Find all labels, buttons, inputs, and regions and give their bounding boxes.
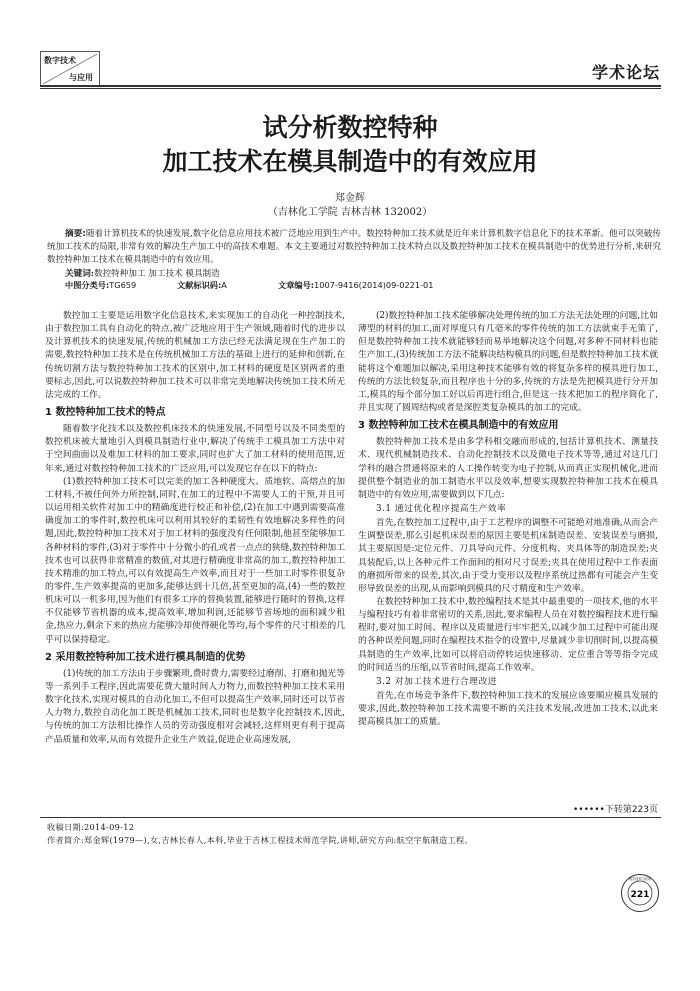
paragraph: 首先,在数控加工过程中,由于工艺程序的调整不可能绝对地准确,从而会产生调整误差,那么引起机床误差的原因主要是机床制造误差、安装误差与磨损,其主要原因是:定位元件、刀具导向元件、分度机构、夹具体等的制造误差;夹具装配后,以上各种元件工作面间的相对尺寸误差;夹具在使用过程中工作表面的磨损所带来的误差,其次,由于受力变形以及程序系统过热都有可能会产生变形导致误差的出现,从而影响到模具的尺寸精度和生产效率。 [358,518,658,594]
keywords [65,267,220,279]
abstract [47,228,661,267]
received-date: 收稿日期:2014-09-12 [47,822,135,832]
clc-label: 中图分类号: [65,280,110,290]
keywords-label: 关键词: [65,269,94,279]
paragraph: 在数控特种加工技术中,数控编程技术是其中最重要的一项技术,他的水平与编程技巧有着非常密切的关系,因此,要求编程人员在对数控编程技术进行编程时,要对加工时间、程序以及质量进行牢牢把关,以减少加工过程中可能出现的各种误差问题,同时在编程技术指令的设置中,尽量减少非切削时间,以提高模具制造的生产效率,比如可以将启动停转运快速移动、定位重合等等指令完成的时间适当的压缩,以节省时间,提高工作效率。 [358,596,658,673]
abstract-label: 摘要: [65,229,86,239]
paragraph: 数控特种加工技术是由多学科相交融而形成的,包括计算机技术、测量技术、现代机械制造技术、自动化控制技术以及微电子技术等等,通过对这几门学科的融合贯通将原来的人工操作转变为电子控制,从而真正实现机械化,进而提供整个制造业的加工制造水平以及效率,想要实现数控特种加工技术在模具制造中的有效应用,需要做到以下几点: [358,437,658,500]
logo-text-top: 数字技术 [44,56,76,65]
affiliation: （吉林化工学院 吉林吉林 132002） [267,207,433,218]
seal-ring-text: 数字技术与应用 [628,876,652,881]
doc-value: A [221,280,227,290]
section-heading-3: 3 数控特种加工技术在模具制造中的有效应用 [358,420,559,432]
doc-code [177,280,227,291]
journal-logo [40,51,100,87]
paragraph: (1)传统的加工方法由于步骤繁琐,费时费力,需要经过磨削、打磨和抛光等等一系列手工程序,因此需要花费大量时间人力物力,而数控特种加工技术采用数字化技术,实现对模具的自动化加工,不但可以提高生产效率,同时还可以节省人力物力,数控自动化加工既是机械加工技术,同时也是数字化控制技术,因此,与传统的加工方法相比操作人员的劳动强度相对会减轻,这样则更有利于提高产品质量和效率,从而有效提升企业生产效益,促进企业高速发展, [45,668,345,745]
right-column [358,310,658,729]
page-number-seal [620,873,660,913]
author: 郑金辉 [335,193,365,204]
doc-label: 文献标识码: [177,280,222,290]
continued-on-page-note: ••••••下转第223页 [572,805,658,815]
abstract-text: 随着计算机技术的快速发展,数字化信息应用技术被广泛地应用到生产中。数控特种加工技术就是近年来计算机数字信息化下的技术革新。他可以突破传统加工技术的局限,非常有效的解决生产加工中的高技术难题。本文主要通过对数控特种加工技术特点以及数控特种加工技术在模具制造中的优势进行分析,来研究数控特种加工技术在模具制造中的有效应用。 [47,229,661,265]
left-column [45,310,345,747]
clc-number [65,280,136,291]
article-label: 文章编号: [278,280,315,290]
logo-text-bottom: 与应用 [69,73,93,82]
section-label: 学术论坛 [591,63,660,82]
title-line-1: 试分析数控特种 [262,113,438,142]
author-bio: 作者简介:郑金辉(1979—),女,吉林长春人,本科,毕业于吉林工程技术师范学院,讲师,研究方向:航空宇航制造工程。 [47,835,474,845]
subsection-heading-3-1: 3.1 通过优化程序提高生产效率 [376,504,507,515]
page-number: 221 [630,890,650,900]
paragraph: 随着数字化技术以及数控机床技术的快速发展,不同型号以及不同类型的数控机床被大量地引入到模具制造行业中,解决了传统手工模具加工方法中对于空间曲面以及难加工材料的加工要求,同时也扩大了加工材料的使用范围,近年来,通过对数控特种加工技术的广泛应用,可以发现它存在以下的特点: [45,424,345,474]
paragraph: 数控加工主要是运用数字化信息技术,来实现加工的自动化一种控制技术,由于数控加工具有自动化的特点,被广泛地应用于生产领域,随着时代的进步以及计算机技术的快速发展,传统的机械加工方法已经无法满足现在生产加工的需要,数控特种加工技术是在传统机械加工方法的基础上进行的延伸和创新,在传统切割方法与数控特种加工技术的区别中,加工材料的硬度是区别两者的重要标志,因此,可以说数控特种加工技术可以非常完美地解决传统加工技术所无法完成的工作。 [45,311,345,400]
subsection-heading-3-2: 3.2 对加工技术进行合理改进 [376,676,498,687]
paragraph: 首先,在市场竞争条件下,数控特种加工技术的发展应该要顺应模具发展的要求,因此,数控特种加工技术需要不断的关注技术发展,改进加工技术,以此来提高模具加工的质量。 [358,690,658,728]
keywords-text: 数控特种加工 加工技术 模具制造 [93,269,220,279]
article-value: 1007-9416(2014)09-0221-01 [314,280,434,290]
paragraph: (2)数控特种加工技术能够解决处理传统的加工方法无法处理的问题,比如薄型的材料的加工,面对厚度只有几毫米的零件传统的加工方法就束手无策了,但是数控特种加工技术就能够轻而易举地解决这个问题,对多种不同材料也能生产加工,(3)传统加工方法不能解决结构模具的问题,但是数控特种加工技术就能将这个难题加以解决,采用这种技术能够有效的将复杂多样的模具进行加工,传统的方法比较复杂,而且程序也十分的多,传统的方法是先把模具进行分开加工,模具的每个部分加工好以后再进行组合,但是这一技术把加工的程序简化了,并且实现了圆周结构或者是深腔类复杂模具的加工的完成。 [358,311,658,414]
header-rule-thin [40,88,661,89]
footer-rule [40,817,661,818]
paragraph: (1)数控特种加工技术可以完美的加工各种硬度大、质地软、高熔点的加工材料,不被任何外力所控制,同时,在加工的过程中不需要人工的干预,并且可以运用相关软件对加工中的精确度进行校正和补偿,(2)在加工中遇到需要高准确度加工的零件时,数控机床可以利用其较好的柔韧性有效地解决多样性的问题,因此,数控特种加工技术对于加工材料的强度没有任何限制,他甚至能够加工各种材料的零件,(3)对于零件中十分微小的孔或者一点点的狭缝,数控特种加工技术也可以获得非常精准的数值,对其进行精确度非常高的加工,数控特种加工技术精准的加工特点,可以有效提高生产效率,而且对于一些加工时零件很复杂的零件,生产效率提高的更加多,能够达到十几倍,甚至更加的高,(4)一些的数控机床可以一机多用,因为他们有很多工序的替换装置,能够进行随时的替换,这样不仅能够节省机器的成本,提高效率,增加利润,还能够节省场地的面积减少租金,热应力,剩余下来的热应力能够冷却使得硬化等均,每个零件的尺寸相差的几乎可以保持稳定。 [45,476,345,645]
section-heading-1: 1 数控特种加工技术的特点 [45,407,166,419]
title-line-2: 加工技术在模具制造中的有效应用 [162,147,538,176]
section-heading-2: 2 采用数控特种加工技术进行模具制造的优势 [45,651,246,663]
article-number [278,280,433,291]
clc-value: TG659 [109,280,137,290]
header-rule [40,85,661,87]
